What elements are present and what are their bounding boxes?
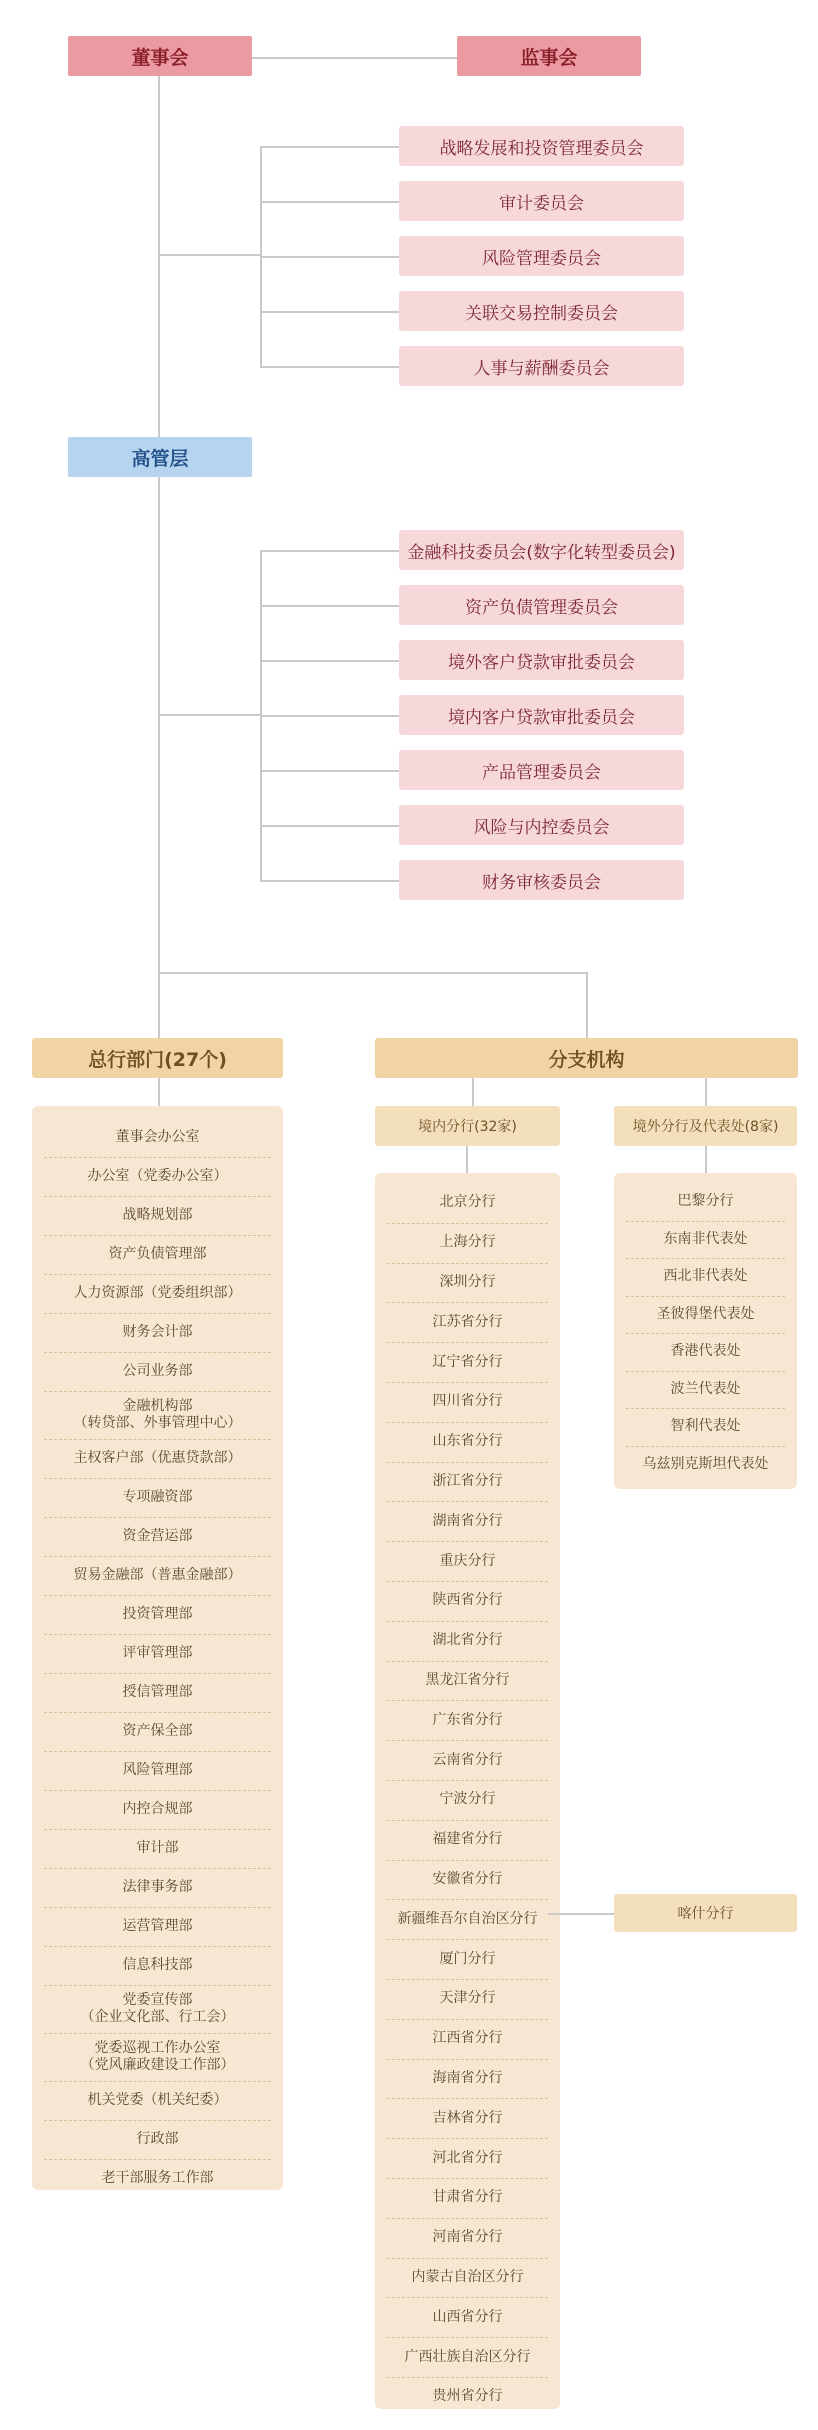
domestic-branch-item: 江苏省分行 [387, 1302, 548, 1343]
kashgar-connector [548, 1913, 614, 1915]
hq-department-item: 资产保全部 [44, 1712, 271, 1752]
hq-departments-header: 总行部门(27个) [32, 1038, 283, 1078]
overseas-branch-item: 东南非代表处 [626, 1221, 785, 1260]
domestic-branch-item: 山西省分行 [387, 2297, 548, 2338]
management-committee-item: 风险与内控委员会 [399, 805, 684, 845]
hq-department-item: 贸易金融部（普惠金融部） [44, 1556, 271, 1596]
board-committee-tick [260, 366, 399, 368]
hq-department-item: 授信管理部 [44, 1673, 271, 1713]
split-right-drop [586, 972, 588, 1038]
hq-department-item: 机关党委（机关纪委） [44, 2081, 271, 2121]
hq-department-item: 信息科技部 [44, 1946, 271, 1986]
hq-department-item: 评审管理部 [44, 1634, 271, 1674]
hq-department-item: 老干部服务工作部 [101, 2170, 214, 2186]
domestic-branch-item: 海南省分行 [387, 2059, 548, 2100]
domestic-branch-item: 四川省分行 [387, 1382, 548, 1423]
hq-header-connector [158, 1078, 160, 1106]
hq-department-item: 董事会办公室 [44, 1118, 271, 1158]
domestic-branch-item: 江西省分行 [387, 2019, 548, 2060]
hq-department-item: 党委宣传部 （企业文化部、行工会） [44, 1985, 271, 2034]
management-committee-tick [260, 715, 399, 717]
mgmt-committee-branch [158, 714, 260, 716]
domestic-branch-item: 天津分行 [387, 1979, 548, 2020]
domestic-branch-item: 山东省分行 [387, 1422, 548, 1463]
hq-department-item: 资产负债管理部 [44, 1235, 271, 1275]
domestic-branch-item: 河北省分行 [387, 2138, 548, 2179]
domestic-branch-item: 黑龙江省分行 [387, 1661, 548, 1702]
senior-management-box: 高管层 [68, 437, 252, 477]
domestic-branch-item: 宁波分行 [387, 1780, 548, 1821]
domestic-branch-item: 河南省分行 [387, 2218, 548, 2259]
domestic-branch-item: 福建省分行 [387, 1820, 548, 1861]
hq-departments-panel [32, 1106, 283, 2190]
domestic-branch-item: 重庆分行 [387, 1541, 548, 1582]
hq-department-item: 投资管理部 [44, 1595, 271, 1635]
kashgar-branch-box: 喀什分行 [614, 1894, 797, 1932]
hq-department-item: 财务会计部 [44, 1313, 271, 1353]
domestic-branch-item: 湖北省分行 [387, 1621, 548, 1662]
board-of-directors-box: 董事会 [68, 36, 252, 76]
board-committee-item: 战略发展和投资管理委员会 [399, 126, 684, 166]
management-committee-tick [260, 825, 399, 827]
hq-department-item: 内控合规部 [44, 1790, 271, 1830]
domestic-branch-item: 内蒙古自治区分行 [387, 2258, 548, 2299]
domestic-branch-item: 云南省分行 [387, 1740, 548, 1781]
management-committee-item: 境内客户贷款审批委员会 [399, 695, 684, 735]
hq-department-item: 法律事务部 [44, 1868, 271, 1908]
branches-header-connector-left [472, 1078, 474, 1106]
branches-header-connector-right [705, 1078, 707, 1106]
overseas-connector [705, 1146, 707, 1173]
overseas-branches-header: 境外分行及代表处(8家) [614, 1106, 797, 1146]
hq-department-item: 运营管理部 [44, 1907, 271, 1947]
domestic-branch-item: 安徽省分行 [387, 1860, 548, 1901]
domestic-branch-item: 辽宁省分行 [387, 1342, 548, 1383]
overseas-branch-item: 香港代表处 [626, 1333, 785, 1372]
board-of-supervisors-box: 监事会 [457, 36, 641, 76]
hq-department-item: 公司业务部 [44, 1352, 271, 1392]
overseas-branch-item: 智利代表处 [626, 1408, 785, 1447]
hq-department-item: 资金营运部 [44, 1517, 271, 1557]
hq-department-item: 风险管理部 [44, 1751, 271, 1791]
overseas-branch-item: 圣彼得堡代表处 [626, 1296, 785, 1335]
overseas-branch-item: 西北非代表处 [626, 1258, 785, 1297]
management-committee-item: 资产负债管理委员会 [399, 585, 684, 625]
hq-department-item: 党委巡视工作办公室 （党风廉政建设工作部） [44, 2033, 271, 2082]
overseas-branch-item: 乌兹别克斯坦代表处 [642, 1455, 769, 1472]
domestic-branch-item: 甘肃省分行 [387, 2178, 548, 2219]
hq-department-item: 金融机构部 （转贷部、外事管理中心） [44, 1391, 271, 1440]
board-committee-item: 人事与薪酬委员会 [399, 346, 684, 386]
management-committee-tick [260, 770, 399, 772]
management-committee-tick [260, 880, 399, 882]
board-committee-item: 审计委员会 [399, 181, 684, 221]
domestic-branch-item: 北京分行 [387, 1183, 548, 1224]
branches-header: 分支机构 [375, 1038, 798, 1078]
management-committee-item: 产品管理委员会 [399, 750, 684, 790]
main-trunk-line [158, 76, 160, 991]
domestic-branch-item: 上海分行 [387, 1223, 548, 1264]
split-left-drop [158, 972, 160, 1038]
domestic-branch-item: 厦门分行 [387, 1939, 548, 1980]
board-committee-item: 风险管理委员会 [399, 236, 684, 276]
hq-department-item: 行政部 [44, 2120, 271, 2160]
hq-department-item: 专项融资部 [44, 1478, 271, 1518]
management-committee-item: 金融科技委员会(数字化转型委员会) [399, 530, 684, 570]
board-committee-tick [260, 201, 399, 203]
domestic-branches-panel [375, 1173, 560, 2409]
hq-department-item: 主权客户部（优惠贷款部） [44, 1439, 271, 1479]
domestic-connector [466, 1146, 468, 1173]
domestic-branch-item: 吉林省分行 [387, 2098, 548, 2139]
hq-department-item: 审计部 [44, 1829, 271, 1869]
domestic-branch-item: 广东省分行 [387, 1700, 548, 1741]
board-committee-tick [260, 256, 399, 258]
board-committee-item: 关联交易控制委员会 [399, 291, 684, 331]
domestic-branch-item: 陕西省分行 [387, 1581, 548, 1622]
hq-department-item: 办公室（党委办公室） [44, 1157, 271, 1197]
overseas-branch-item: 巴黎分行 [626, 1183, 785, 1222]
hq-department-item: 战略规划部 [44, 1196, 271, 1236]
domestic-branch-item: 浙江省分行 [387, 1462, 548, 1503]
overseas-branches-panel [614, 1173, 797, 1489]
domestic-branch-item: 湖南省分行 [387, 1501, 548, 1542]
management-committee-tick [260, 605, 399, 607]
board-supervisory-connector [252, 57, 457, 59]
domestic-branch-item: 深圳分行 [387, 1263, 548, 1304]
split-horizontal-line [158, 972, 588, 974]
board-committee-branch [158, 254, 260, 256]
management-committee-item: 财务审核委员会 [399, 860, 684, 900]
domestic-branch-item: 贵州省分行 [432, 2388, 503, 2405]
domestic-branch-item: 新疆维吾尔自治区分行 [387, 1899, 548, 1940]
board-committee-tick [260, 311, 399, 313]
management-committee-item: 境外客户贷款审批委员会 [399, 640, 684, 680]
management-committee-tick [260, 550, 399, 552]
hq-department-item: 人力资源部（党委组织部） [44, 1274, 271, 1314]
domestic-branches-header: 境内分行(32家) [375, 1106, 560, 1146]
overseas-branch-item: 波兰代表处 [626, 1371, 785, 1410]
domestic-branch-item: 广西壮族自治区分行 [387, 2337, 548, 2378]
management-committee-tick [260, 660, 399, 662]
board-committee-tick [260, 146, 399, 148]
